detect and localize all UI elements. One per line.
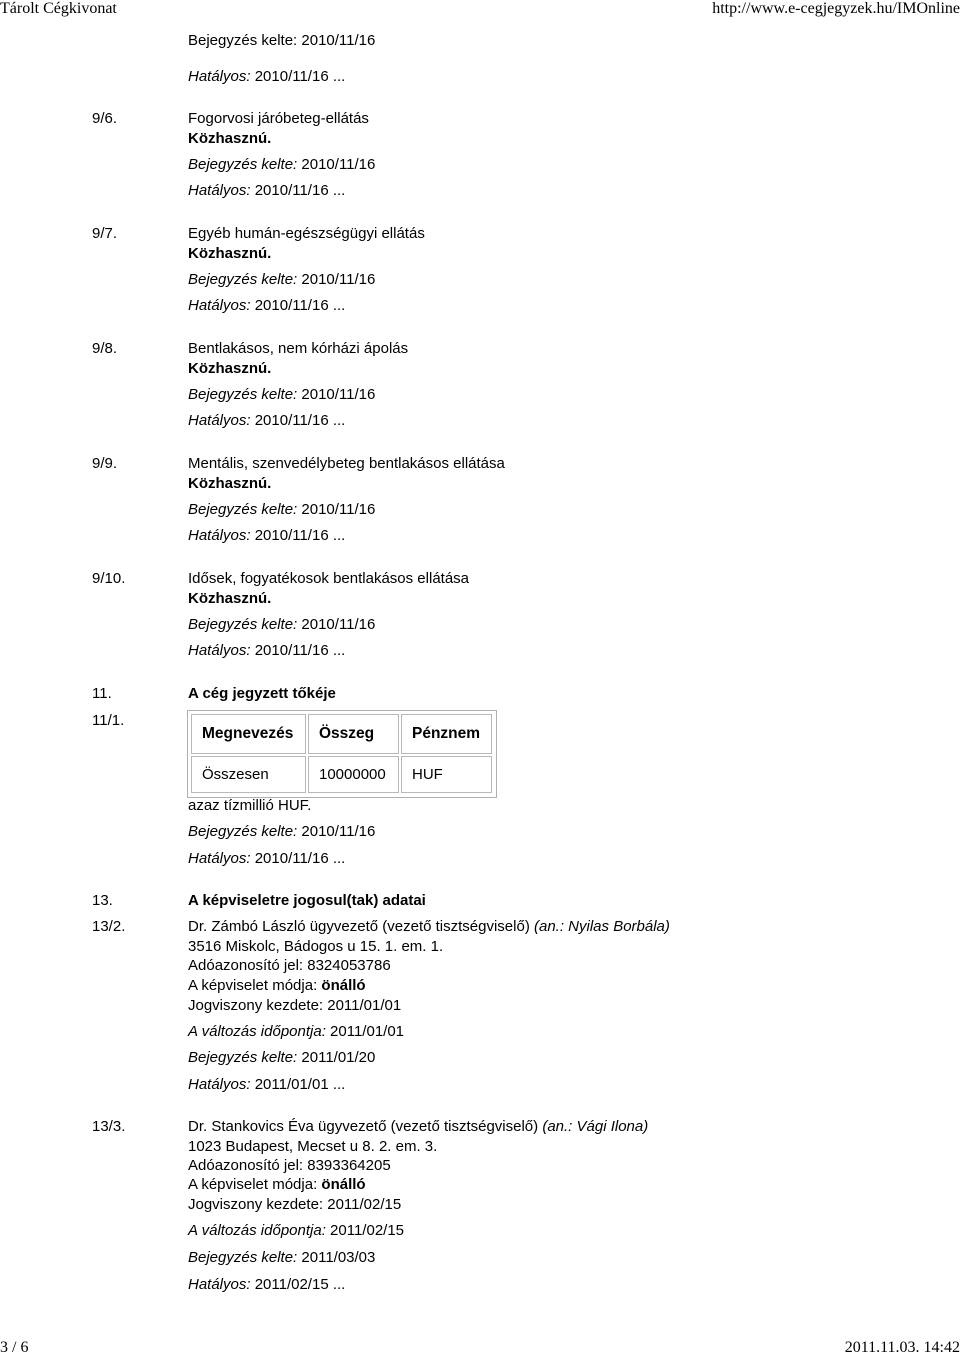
- public-benefit-tag: Közhasznú.: [188, 130, 272, 147]
- registration-date-line: Bejegyzés kelte: 2010/11/16: [188, 501, 376, 518]
- activity-name: Bentlakásos, nem kórházi ápolás: [188, 340, 409, 357]
- address-line: 1023 Budapest, Mecset u 8. 2. em. 3.: [188, 1138, 438, 1155]
- item-number: 13/2.: [92, 918, 126, 935]
- change-date-line: A változás időpontja: 2011/01/01: [188, 1023, 405, 1040]
- page-number: 3 / 6: [0, 1339, 29, 1356]
- cut-off-line: Bejegyzés kelte: 2010/11/16: [188, 32, 376, 49]
- effective-date-line: Hatályos: 2010/11/16 ...: [188, 642, 346, 659]
- capital-table: [187, 710, 497, 798]
- registration-date-line: Bejegyzés kelte: 2010/11/16: [188, 271, 376, 288]
- public-benefit-tag: Közhasznú.: [188, 475, 272, 492]
- print-header-title: Tárolt Cégkivonat: [0, 0, 117, 17]
- activity-number: 9/9.: [92, 455, 118, 472]
- table-header-cell: Összeg: [308, 714, 399, 754]
- registration-date-line: Bejegyzés kelte: 2010/11/16: [188, 386, 376, 403]
- representative-name-line: Dr. Zámbó László ügyvezető (vezető tisztségviselő) (an.: Nyilas Borbála): [188, 918, 670, 935]
- tax-id-line: Adóazonosító jel: 8393364205: [188, 1157, 391, 1174]
- registration-date-line: Bejegyzés kelte: 2010/11/16: [188, 616, 376, 633]
- activity-number: 9/6.: [92, 110, 118, 127]
- public-benefit-tag: Közhasznú.: [188, 360, 272, 377]
- activity-name: Fogorvosi járóbeteg-ellátás: [188, 110, 369, 127]
- activity-number: 9/7.: [92, 225, 118, 242]
- tax-id-line: Adóazonosító jel: 8324053786: [188, 957, 391, 974]
- registration-date-line: Bejegyzés kelte: 2010/11/16: [188, 823, 376, 840]
- table-header-cell: Pénznem: [401, 714, 492, 754]
- effective-date-line: Hatályos: 2010/11/16 ...: [188, 182, 346, 199]
- effective-date-line: Hatályos: 2010/11/16 ...: [188, 412, 346, 429]
- registration-date-line: Bejegyzés kelte: 2011/03/03: [188, 1249, 376, 1266]
- public-benefit-tag: Közhasznú.: [188, 590, 272, 607]
- activity-number: 9/8.: [92, 340, 118, 357]
- table-cell: Összesen: [191, 756, 306, 793]
- amount-in-words: azaz tízmillió HUF.: [188, 797, 312, 814]
- public-benefit-tag: Közhasznú.: [188, 245, 272, 262]
- item-number: 13/3.: [92, 1118, 126, 1135]
- effective-date-line: Hatályos: 2010/11/16 ...: [188, 850, 346, 867]
- activity-name: Idősek, fogyatékosok bentlakásos ellátása: [188, 570, 470, 587]
- change-date-line: A változás időpontja: 2011/02/15: [188, 1222, 405, 1239]
- address-line: 3516 Miskolc, Bádogos u 15. 1. em. 1.: [188, 938, 444, 955]
- section-number: 13.: [92, 892, 113, 909]
- item-number: 11/1.: [92, 712, 125, 729]
- section-number: 11.: [92, 685, 112, 702]
- section-title: A képviseletre jogosul(tak) adatai: [188, 892, 426, 909]
- table-cell: 10000000: [308, 756, 399, 793]
- employment-start-line: Jogviszony kezdete: 2011/02/15: [188, 1196, 402, 1213]
- employment-start-line: Jogviszony kezdete: 2011/01/01: [188, 997, 402, 1014]
- representation-mode-line: A képviselet módja: önálló: [188, 977, 366, 994]
- hatalyos-line: Hatályos: 2010/11/16 ...: [188, 68, 346, 85]
- activity-number: 9/10.: [92, 570, 126, 587]
- representative-name-line: Dr. Stankovics Éva ügyvezető (vezető tisztségviselő) (an.: Vági Ilona): [188, 1118, 649, 1135]
- activity-name: Egyéb humán-egészségügyi ellátás: [188, 225, 425, 242]
- effective-date-line: Hatályos: 2010/11/16 ...: [188, 297, 346, 314]
- registration-date-line: Bejegyzés kelte: 2011/01/20: [188, 1049, 376, 1066]
- activity-name: Mentális, szenvedélybeteg bentlakásos ellátása: [188, 455, 505, 472]
- table-header-cell: Megnevezés: [191, 714, 306, 754]
- representation-mode-line: A képviselet módja: önálló: [188, 1176, 366, 1193]
- effective-date-line: Hatályos: 2010/11/16 ...: [188, 527, 346, 544]
- section-title: A cég jegyzett tőkéje: [188, 685, 336, 702]
- print-datetime: 2011.11.03. 14:42: [844, 1339, 960, 1356]
- print-header-url: http://www.e-cegjegyzek.hu/IMOnline: [712, 0, 960, 17]
- effective-date-line: Hatályos: 2011/01/01 ...: [188, 1076, 346, 1093]
- effective-date-line: Hatályos: 2011/02/15 ...: [188, 1276, 346, 1293]
- table-cell: HUF: [401, 756, 492, 793]
- registration-date-line: Bejegyzés kelte: 2010/11/16: [188, 156, 376, 173]
